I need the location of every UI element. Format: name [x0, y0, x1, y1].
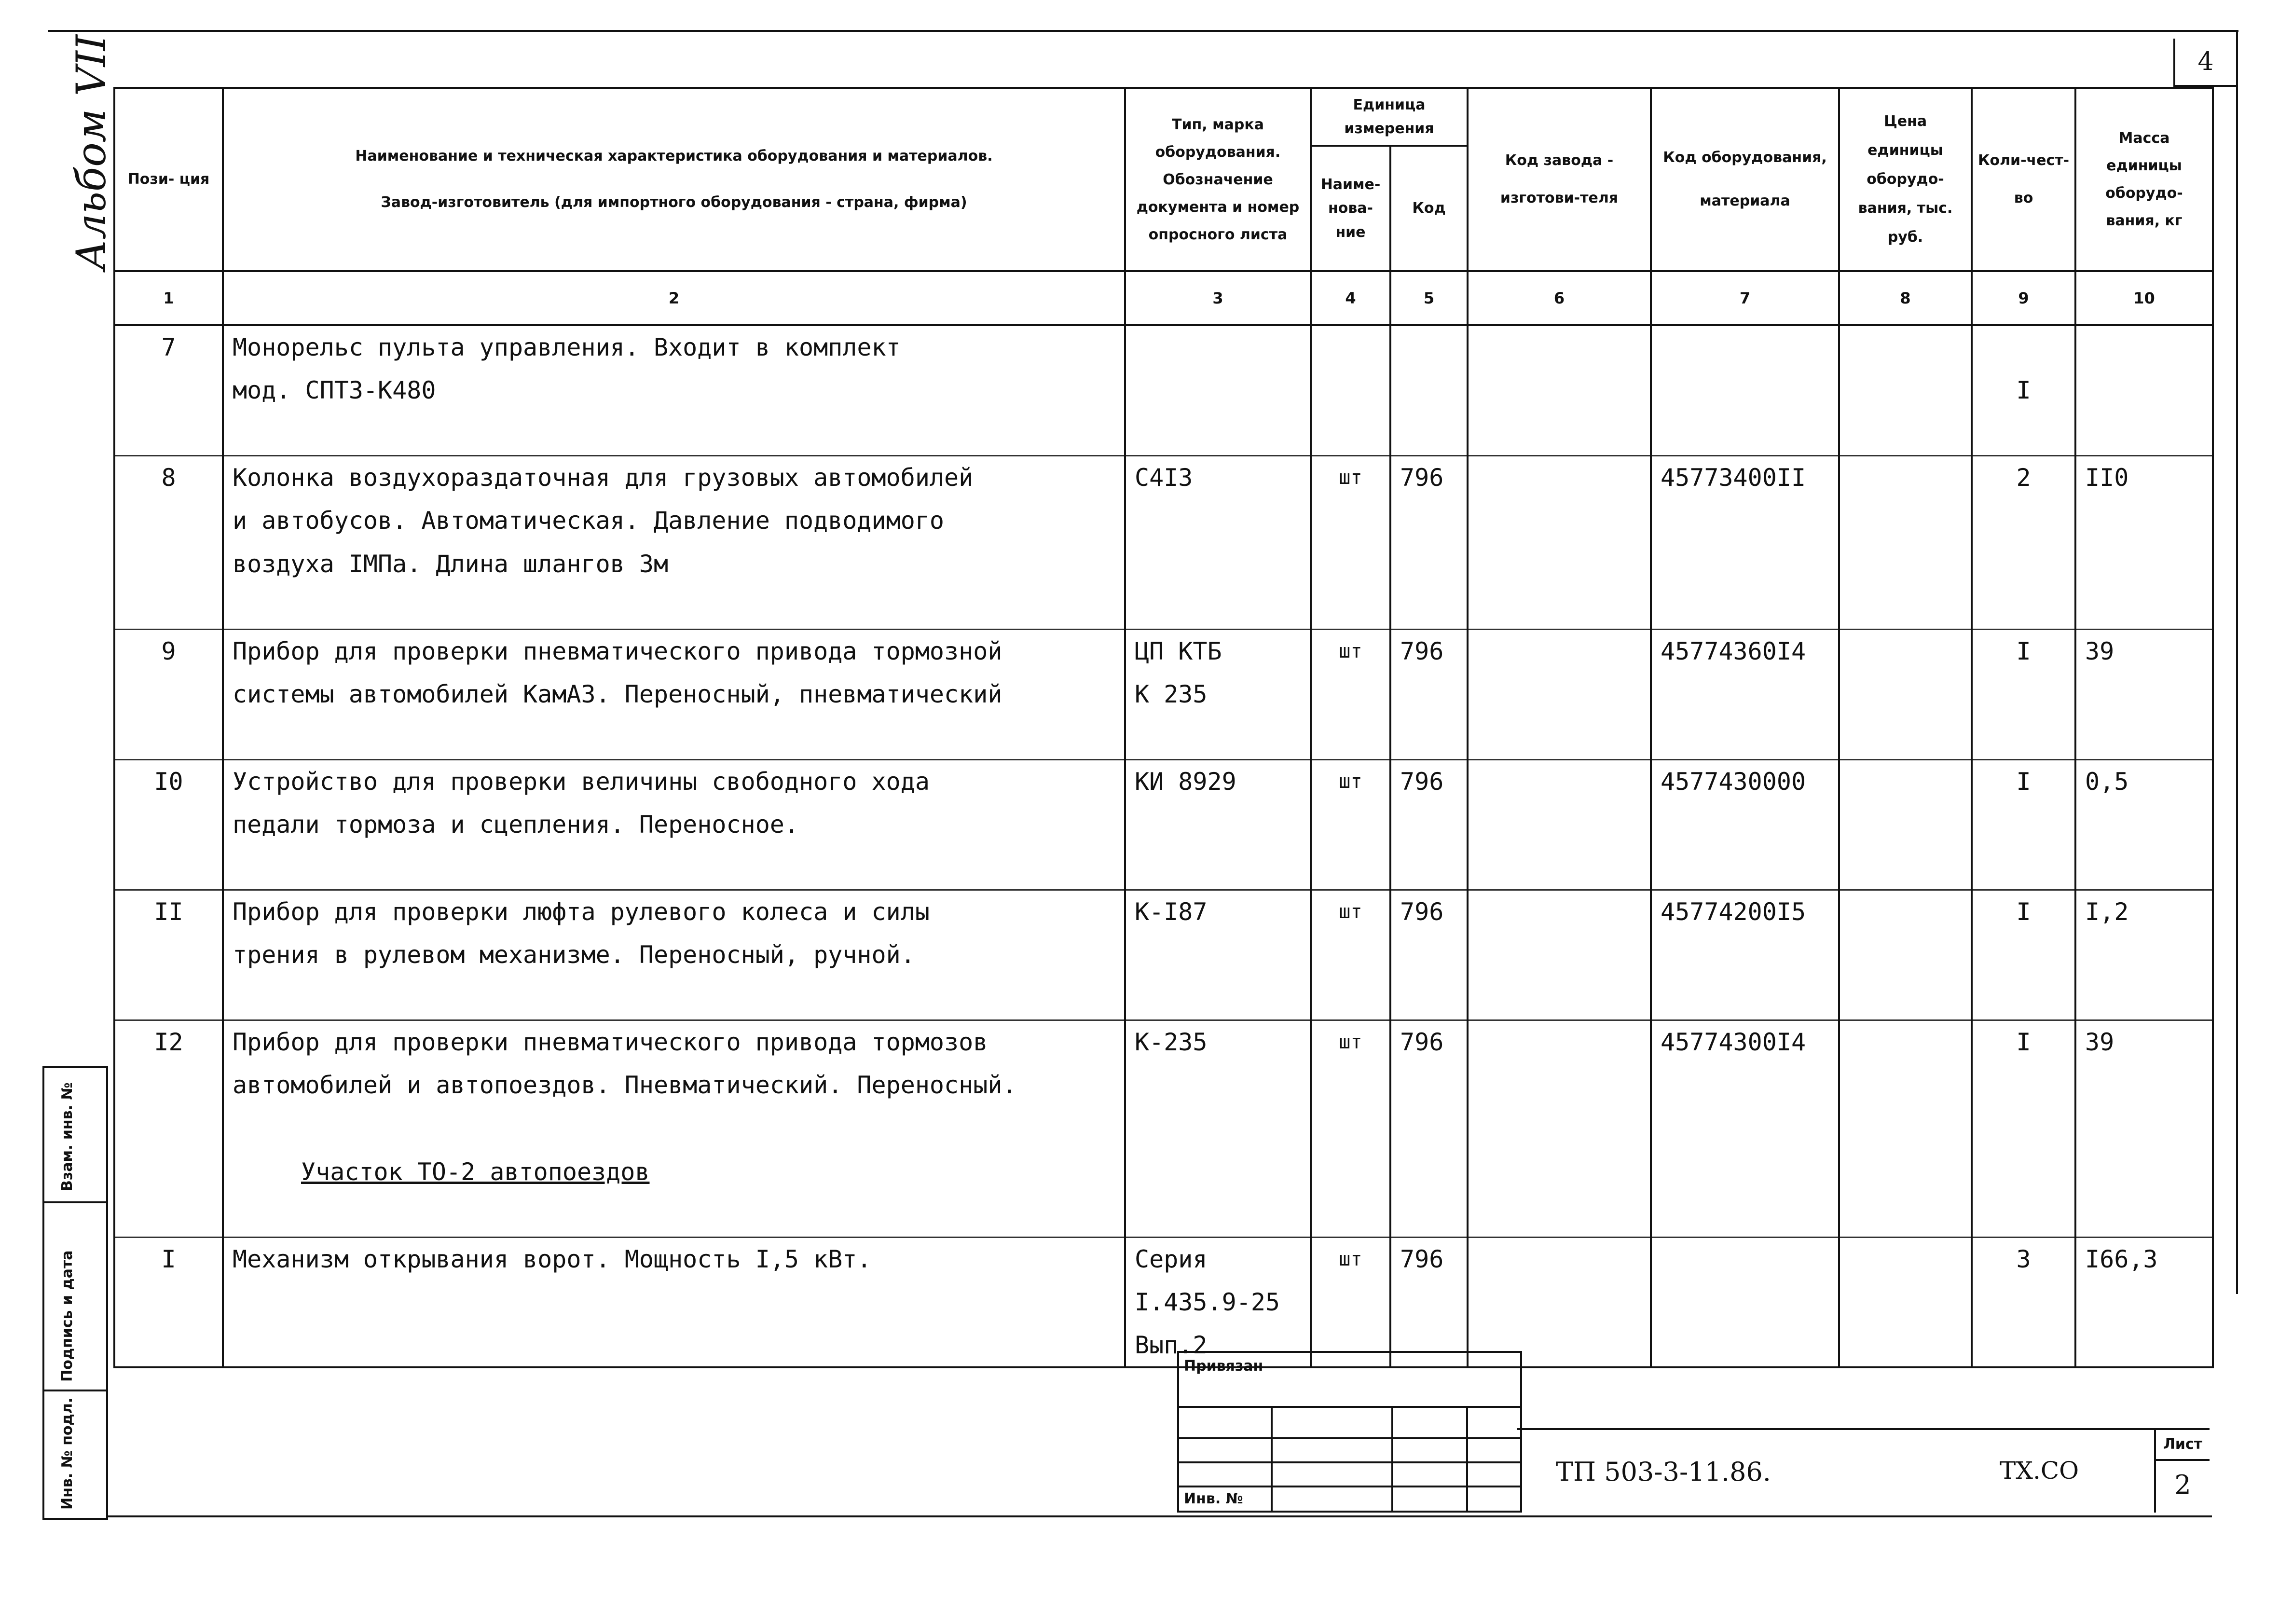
cell-quantity: 3 [1972, 1237, 2075, 1280]
table-row [114, 325, 2213, 369]
cell-type: I.435.9-25 [1125, 1280, 1311, 1324]
binding-stamp [1177, 1351, 1522, 1513]
cell-price [1839, 412, 1972, 455]
table-row [114, 1150, 2213, 1194]
cell-price [1839, 1063, 1972, 1107]
strip-sign-date [44, 1203, 107, 1391]
cell-equipment-code [1651, 1280, 1839, 1324]
cell-name: трения в рулевом механизме. Переносный, ручной. [223, 933, 1125, 977]
cell-unit-code [1390, 542, 1468, 586]
cell-name: Устройство для проверки величины свободного хода [223, 759, 1125, 803]
table-row [114, 629, 2213, 673]
doc-series: ТХ.СО [2000, 1457, 2079, 1485]
cell-unit-code [1390, 586, 1468, 629]
cell-name: системы автомобилей КамАЗ. Переносный, пневматический [223, 673, 1125, 716]
strip-inv-podl [44, 1391, 107, 1518]
cell-factory-code [1468, 890, 1651, 933]
cell-equipment-code [1651, 369, 1839, 412]
cell-unit [1311, 369, 1390, 412]
cell-position: I2 [114, 1020, 223, 1063]
cell-name [223, 1107, 1125, 1150]
table-row [114, 1063, 2213, 1107]
cell-type [1125, 1194, 1311, 1237]
cell-type [1125, 412, 1311, 455]
cell-equipment-code [1651, 1237, 1839, 1280]
cell-position: 7 [114, 325, 223, 369]
table-row [114, 499, 2213, 542]
cell-name: мод. СПТЗ-К480 [223, 369, 1125, 412]
cell-equipment-code: 45773400II [1651, 455, 1839, 499]
cell-type: Вып.2 [1125, 1324, 1311, 1367]
cell-position [114, 803, 223, 846]
cell-type [1125, 1063, 1311, 1107]
cell-mass: II0 [2075, 455, 2213, 499]
list-box [2154, 1430, 2210, 1513]
top-border [48, 30, 2238, 32]
cell-factory-code [1468, 803, 1651, 846]
cell-position [114, 586, 223, 629]
cell-unit-code [1390, 1063, 1468, 1107]
cell-mass [2075, 1107, 2213, 1150]
cell-price [1839, 369, 1972, 412]
cell-equipment-code [1651, 499, 1839, 542]
cell-position [114, 369, 223, 412]
cell-unit [1311, 1107, 1390, 1150]
cell-name [223, 716, 1125, 759]
cell-mass [2075, 586, 2213, 629]
cell-quantity [1972, 325, 2075, 369]
cell-unit-code [1390, 369, 1468, 412]
table-row [114, 1237, 2213, 1280]
cell-name: автомобилей и автопоездов. Пневматический. Переносный. [223, 1063, 1125, 1107]
cell-price [1839, 716, 1972, 759]
cell-mass [2075, 412, 2213, 455]
table-row [114, 1020, 2213, 1063]
cell-mass [2075, 846, 2213, 890]
cell-quantity [1972, 716, 2075, 759]
cell-name: Механизм открывания ворот. Мощность I,5 кВт. [223, 1237, 1125, 1280]
cell-position: 8 [114, 455, 223, 499]
cell-price [1839, 1150, 1972, 1194]
cell-factory-code [1468, 977, 1651, 1020]
cell-mass [2075, 803, 2213, 846]
column-number: 2 [223, 271, 1125, 325]
cell-unit [1311, 846, 1390, 890]
table-row [114, 1107, 2213, 1150]
cell-unit [1311, 325, 1390, 369]
cell-quantity [1972, 499, 2075, 542]
cell-unit [1311, 1150, 1390, 1194]
column-number: 5 [1390, 271, 1468, 325]
table-row [114, 759, 2213, 803]
cell-position [114, 977, 223, 1020]
cell-mass [2075, 933, 2213, 977]
cell-unit-code: 796 [1390, 455, 1468, 499]
cell-factory-code [1468, 933, 1651, 977]
cell-quantity [1972, 586, 2075, 629]
cell-price [1839, 933, 1972, 977]
cell-unit [1311, 1280, 1390, 1324]
table-row [114, 586, 2213, 629]
cell-mass: 0,5 [2075, 759, 2213, 803]
doc-code: ТП 503-3-11.86. [1556, 1457, 1771, 1487]
cell-mass: 39 [2075, 1020, 2213, 1063]
cell-mass [2075, 716, 2213, 759]
table-row [114, 846, 2213, 890]
cell-mass: 39 [2075, 629, 2213, 673]
header-unit: Единица измерения [1311, 88, 1468, 146]
cell-type: К-I87 [1125, 890, 1311, 933]
header-quantity: Коли-чест-во [1972, 88, 2075, 271]
cell-price [1839, 890, 1972, 933]
cell-factory-code [1468, 1107, 1651, 1150]
cell-name: Прибор для проверки люфта рулевого колеса и силы [223, 890, 1125, 933]
cell-factory-code [1468, 455, 1651, 499]
header-name-text: Наименование и техническая характеристика оборудования и материалов. Завод-изготовитель (для импортного оборудования - страна, фирма) [355, 148, 993, 211]
table-row [114, 890, 2213, 933]
cell-unit [1311, 977, 1390, 1020]
cell-name: Прибор для проверки пневматического привода тормозов [223, 1020, 1125, 1063]
table-row [114, 977, 2213, 1020]
cell-factory-code [1468, 412, 1651, 455]
cell-price [1839, 803, 1972, 846]
cell-price [1839, 977, 1972, 1020]
cell-name [223, 977, 1125, 1020]
cell-price [1839, 1237, 1972, 1280]
cell-price [1839, 542, 1972, 586]
cell-factory-code [1468, 1280, 1651, 1324]
cell-type: К-235 [1125, 1020, 1311, 1063]
cell-unit: шт [1311, 1237, 1390, 1280]
cell-equipment-code: 45774300I4 [1651, 1020, 1839, 1063]
cell-quantity [1972, 412, 2075, 455]
cell-mass [2075, 1280, 2213, 1324]
stamp-inv-no: Инв. № [1184, 1490, 1243, 1507]
cell-type [1125, 1150, 1311, 1194]
cell-equipment-code [1651, 1194, 1839, 1237]
cell-name: и автобусов. Автоматическая. Давление подводимого [223, 499, 1125, 542]
cell-position: I [114, 1237, 223, 1280]
cell-name [223, 586, 1125, 629]
header-unit-name: Наиме-нова-ние [1311, 146, 1390, 271]
cell-quantity [1972, 933, 2075, 977]
column-number: 10 [2075, 271, 2213, 325]
cell-unit-code: 796 [1390, 1237, 1468, 1280]
title-block [1517, 1428, 2210, 1513]
column-number: 3 [1125, 271, 1311, 325]
cell-position [114, 1194, 223, 1237]
cell-mass [2075, 1150, 2213, 1194]
cell-unit [1311, 716, 1390, 759]
cell-equipment-code: 4577430000 [1651, 759, 1839, 803]
cell-position: II [114, 890, 223, 933]
cell-quantity [1972, 846, 2075, 890]
cell-position [114, 412, 223, 455]
cell-unit [1311, 673, 1390, 716]
cell-unit-code [1390, 933, 1468, 977]
cell-position [114, 1063, 223, 1107]
cell-mass: I,2 [2075, 890, 2213, 933]
cell-unit-code [1390, 325, 1468, 369]
cell-equipment-code [1651, 586, 1839, 629]
cell-price [1839, 455, 1972, 499]
cell-equipment-code [1651, 803, 1839, 846]
table-row [114, 673, 2213, 716]
cell-quantity [1972, 1063, 2075, 1107]
cell-quantity [1972, 803, 2075, 846]
cell-position [114, 1280, 223, 1324]
cell-name [223, 1194, 1125, 1237]
cell-equipment-code [1651, 1107, 1839, 1150]
cell-mass [2075, 499, 2213, 542]
column-number: 6 [1468, 271, 1651, 325]
cell-factory-code [1468, 1150, 1651, 1194]
cell-unit-code: 796 [1390, 629, 1468, 673]
cell-equipment-code [1651, 542, 1839, 586]
table-row [114, 412, 2213, 455]
cell-factory-code [1468, 1194, 1651, 1237]
cell-factory-code [1468, 759, 1651, 803]
cell-price [1839, 673, 1972, 716]
cell-unit-code [1390, 673, 1468, 716]
stamp-privyazan: Привязан [1184, 1358, 1263, 1375]
cell-mass [2075, 1194, 2213, 1237]
list-label: Лист [2156, 1430, 2210, 1461]
cell-factory-code [1468, 586, 1651, 629]
cell-mass [2075, 977, 2213, 1020]
cell-unit-code: 796 [1390, 1020, 1468, 1063]
cell-mass [2075, 673, 2213, 716]
cell-quantity: I [1972, 629, 2075, 673]
cell-type [1125, 716, 1311, 759]
cell-unit [1311, 803, 1390, 846]
cell-mass [2075, 1063, 2213, 1107]
cell-unit [1311, 412, 1390, 455]
cell-factory-code [1468, 1020, 1651, 1063]
cell-equipment-code [1651, 933, 1839, 977]
cell-unit-code [1390, 499, 1468, 542]
cell-position [114, 1150, 223, 1194]
header-name [223, 88, 1125, 271]
cell-type [1125, 977, 1311, 1020]
table-row [114, 1280, 2213, 1324]
cell-name [223, 1280, 1125, 1324]
cell-name: Монорельс пульта управления. Входит в комплект [223, 325, 1125, 369]
cell-position [114, 673, 223, 716]
cell-type [1125, 1107, 1311, 1150]
cell-quantity [1972, 977, 2075, 1020]
cell-type [1125, 369, 1311, 412]
cell-price [1839, 759, 1972, 803]
cell-price [1839, 1107, 1972, 1150]
column-number: 7 [1651, 271, 1839, 325]
cell-unit [1311, 1063, 1390, 1107]
cell-unit-code: 796 [1390, 890, 1468, 933]
cell-price [1839, 1020, 1972, 1063]
cell-factory-code [1468, 716, 1651, 759]
cell-unit-code [1390, 1150, 1468, 1194]
cell-name [223, 412, 1125, 455]
cell-factory-code [1468, 1237, 1651, 1280]
cell-type [1125, 325, 1311, 369]
cell-type [1125, 542, 1311, 586]
column-number: 8 [1839, 271, 1972, 325]
header-type: Тип, марка оборудования. Обозначение документа и номер опросного листа [1125, 88, 1311, 271]
strip-sign-date-label: Подпись и дата [59, 1250, 76, 1382]
cell-type [1125, 586, 1311, 629]
strip-inv-vzam-label: Взам. инв. № [59, 1082, 76, 1191]
cell-unit: шт [1311, 1020, 1390, 1063]
cell-unit: шт [1311, 629, 1390, 673]
cell-equipment-code [1651, 1063, 1839, 1107]
cell-name: педали тормоза и сцепления. Переносное. [223, 803, 1125, 846]
album-label: Альбом VII [68, 34, 115, 270]
cell-equipment-code [1651, 412, 1839, 455]
cell-equipment-code [1651, 673, 1839, 716]
cell-equipment-code [1651, 325, 1839, 369]
strip-inv-podl-label: Инв. № подл. [59, 1397, 76, 1510]
cell-quantity: I [1972, 890, 2075, 933]
cell-unit [1311, 1194, 1390, 1237]
cell-name: Колонка воздухораздаточная для грузовых автомобилей [223, 455, 1125, 499]
sheet-number: 4 [2173, 39, 2236, 87]
cell-quantity [1972, 673, 2075, 716]
cell-equipment-code [1651, 716, 1839, 759]
cell-equipment-code [1651, 977, 1839, 1020]
cell-factory-code [1468, 499, 1651, 542]
cell-quantity [1972, 542, 2075, 586]
list-number: 2 [2174, 1470, 2191, 1500]
table-row [114, 1194, 2213, 1237]
header-price: Цена единицы оборудо-вания, тыс. руб. [1839, 88, 1972, 271]
cell-factory-code [1468, 673, 1651, 716]
cell-unit [1311, 586, 1390, 629]
cell-position: 9 [114, 629, 223, 673]
cell-factory-code [1468, 846, 1651, 890]
table-row [114, 369, 2213, 412]
cell-equipment-code: 45774200I5 [1651, 890, 1839, 933]
header-position: Пози- ция [114, 88, 223, 271]
cell-position [114, 542, 223, 586]
cell-unit-code [1390, 846, 1468, 890]
cell-type [1125, 846, 1311, 890]
cell-mass: I66,3 [2075, 1237, 2213, 1280]
cell-unit: шт [1311, 890, 1390, 933]
cell-equipment-code [1651, 846, 1839, 890]
cell-equipment-code [1651, 1150, 1839, 1194]
cell-type: К 235 [1125, 673, 1311, 716]
header-unit-code: Код [1390, 146, 1468, 271]
cell-unit-code [1390, 1194, 1468, 1237]
cell-type: ЦП КТБ [1125, 629, 1311, 673]
column-number: 1 [114, 271, 223, 325]
cell-quantity: I [1972, 369, 2075, 412]
cell-unit: шт [1311, 455, 1390, 499]
cell-quantity [1972, 1150, 2075, 1194]
cell-quantity: I [1972, 1020, 2075, 1063]
cell-type [1125, 499, 1311, 542]
cell-unit [1311, 542, 1390, 586]
cell-mass [2075, 542, 2213, 586]
header-factory-code: Код завода - изготови-теля [1468, 88, 1651, 271]
cell-quantity: I [1972, 759, 2075, 803]
cell-name: воздуха IМПа. Длина шлангов 3м [223, 542, 1125, 586]
cell-price [1839, 499, 1972, 542]
column-number: 4 [1311, 271, 1390, 325]
cell-factory-code [1468, 369, 1651, 412]
strip-inv-vzam [44, 1068, 107, 1203]
cell-unit-code [1390, 1107, 1468, 1150]
cell-price [1839, 586, 1972, 629]
header-equipment-code: Код оборудования, материала [1651, 88, 1839, 271]
cell-unit-code [1390, 803, 1468, 846]
column-number: 9 [1972, 271, 2075, 325]
cell-position: I0 [114, 759, 223, 803]
cell-unit-code [1390, 1280, 1468, 1324]
cell-factory-code [1468, 1063, 1651, 1107]
cell-price [1839, 1194, 1972, 1237]
cell-type: Серия [1125, 1237, 1311, 1280]
cell-unit-code [1390, 977, 1468, 1020]
cell-price [1839, 1280, 1972, 1324]
cell-position [114, 716, 223, 759]
cell-type [1125, 803, 1311, 846]
cell-quantity [1972, 1194, 2075, 1237]
cell-position [114, 846, 223, 890]
cell-type: КИ 8929 [1125, 759, 1311, 803]
cell-type: С4I3 [1125, 455, 1311, 499]
table-row [114, 933, 2213, 977]
cell-quantity [1972, 1107, 2075, 1150]
cell-price [1839, 325, 1972, 369]
cell-factory-code [1468, 629, 1651, 673]
cell-quantity: 2 [1972, 455, 2075, 499]
table-row [114, 455, 2213, 499]
cell-unit [1311, 499, 1390, 542]
cell-unit-code: 796 [1390, 759, 1468, 803]
right-border [2236, 30, 2238, 1294]
cell-position [114, 499, 223, 542]
cell-name: Участок ТО-2 автопоездов [223, 1150, 1125, 1194]
cell-quantity [1972, 1280, 2075, 1324]
cell-position [114, 1107, 223, 1150]
cell-factory-code [1468, 325, 1651, 369]
cell-factory-code [1468, 542, 1651, 586]
cell-unit: шт [1311, 759, 1390, 803]
cell-type [1125, 933, 1311, 977]
table-row [114, 803, 2213, 846]
table-row [114, 716, 2213, 759]
cell-mass [2075, 369, 2213, 412]
cell-price [1839, 846, 1972, 890]
table-row [114, 542, 2213, 586]
cell-name: Прибор для проверки пневматического привода тормозной [223, 629, 1125, 673]
cell-equipment-code: 45774360I4 [1651, 629, 1839, 673]
left-side-strip [42, 1066, 108, 1520]
cell-mass [2075, 325, 2213, 369]
cell-unit-code [1390, 716, 1468, 759]
cell-unit [1311, 933, 1390, 977]
cell-position [114, 933, 223, 977]
cell-name [223, 846, 1125, 890]
header-mass: Масса единицы оборудо-вания, кг [2075, 88, 2213, 271]
specification-table [113, 87, 2214, 1368]
cell-price [1839, 629, 1972, 673]
cell-unit-code [1390, 412, 1468, 455]
